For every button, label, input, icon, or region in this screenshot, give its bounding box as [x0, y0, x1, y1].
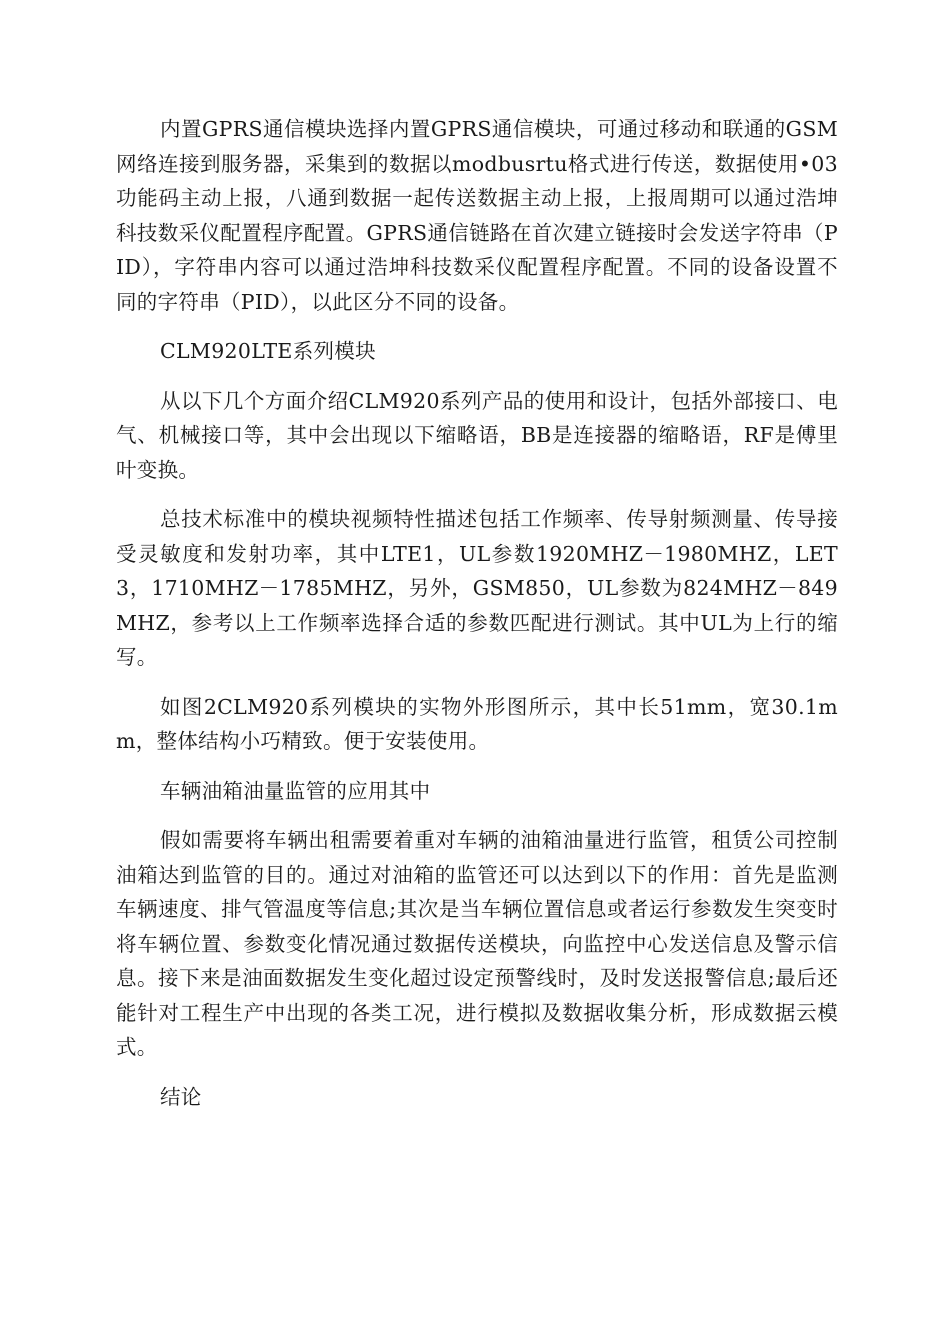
paragraph-figure-size: 如图2CLM920系列模块的实物外形图所示，其中长51mm，宽30.1mm，整体结构小巧精致。便于安装使用。 — [116, 694, 838, 753]
paragraph-gprs-module: 内置GPRS通信模块选择内置GPRS通信模块，可通过移动和联通的GSM网络连接到服务器，采集到的数据以modbusrtu格式进行传送，数据使用•03功能码主动上报，八通到数据一起传送数据主动上报，上报周期可以通过浩坤科技数采仪配置程序配置。GPRS通信链路在首次建立链接时会发送字符串（PID），字符串内容可以通过浩坤科技数采仪配置程序配置。不同的设备设置不同的字符串（PID），以此区分不同的设备。 — [116, 117, 838, 314]
paragraph-tech-standard: 总技术标准中的模块视频特性描述包括工作频率、传导射频测量、传导接受灵敏度和发射功率，其中LTE1，UL参数1920MHZ－1980MHZ，LET3，1710MHZ－1785MHZ，另外，GSM850，UL参数为824MHZ－849MHZ，参考以上工作频率选择合适的参数匹配进行测试。其中UL为上行的缩写。 — [116, 507, 838, 669]
heading-conclusion: 结论 — [160, 1084, 202, 1109]
paragraph-clm920-intro: 从以下几个方面介绍CLM920系列产品的使用和设计，包括外部接口、电气、机械接口等，其中会出现以下缩略语，BB是连接器的缩略语，RF是傅里叶变换。 — [116, 388, 838, 482]
paragraph-fuel-monitoring: 假如需要将车辆出租需要着重对车辆的油箱油量进行监管，租赁公司控制油箱达到监管的目的。通过对油箱的监管还可以达到以下的作用：首先是监测车辆速度、排气管温度等信息;其次是当车辆位置信息或者运行参数发生突变时将车辆位置、参数变化情况通过数据传送模块，向监控中心发送信息及警示信息。接下来是油面数据发生变化超过设定预警线时，及时发送报警信息;最后还能针对工程生产中出现的各类工况，进行模拟及数据收集分析，形成数据云模式。 — [116, 828, 838, 1059]
document-body — [116, 112, 838, 1129]
heading-clm920lte: CLM920LTE系列模块 — [160, 339, 376, 363]
heading-vehicle-fuel: 车辆油箱油量监管的应用其中 — [160, 778, 431, 803]
